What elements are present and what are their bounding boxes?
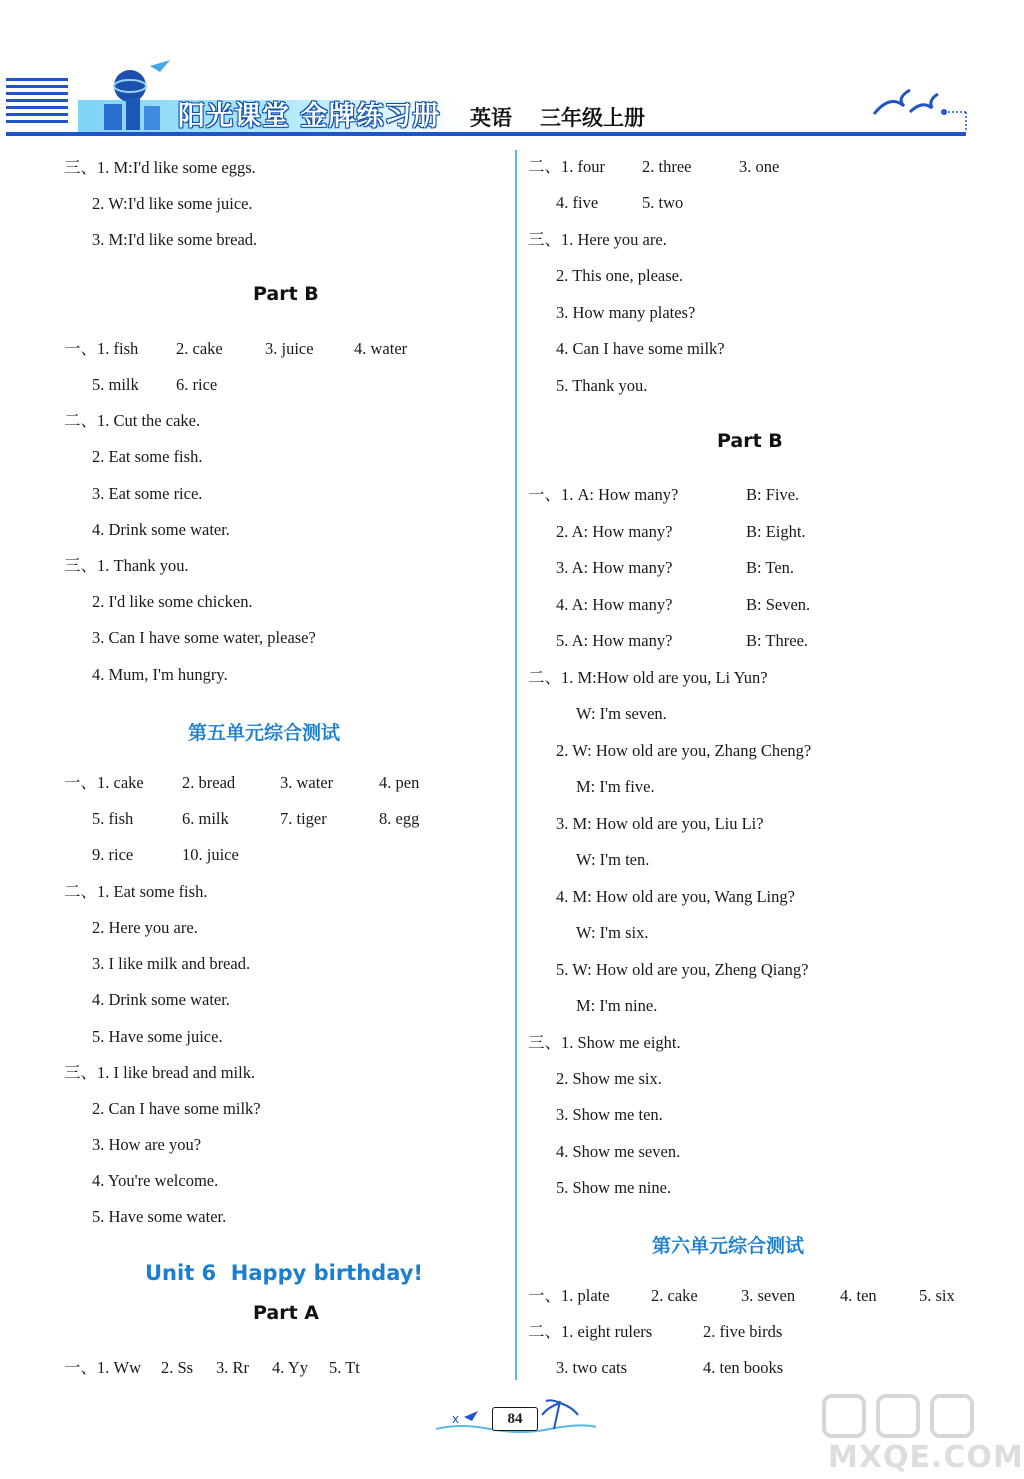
answer-line: 5. two xyxy=(642,193,684,212)
answer-line: 4. water xyxy=(354,339,408,358)
answer-line: 9. rice xyxy=(92,845,134,864)
answer-line: 4. Show me seven. xyxy=(556,1142,681,1161)
unit5-test-heading: 第五单元综合测试 xyxy=(188,722,341,744)
answer-line: 5. Thank you. xyxy=(556,376,648,395)
answer-line: 5. W: How old are you, Zheng Qiang? xyxy=(556,960,809,979)
answer-line: 3. Eat some rice. xyxy=(92,484,203,503)
answer-line: 三、1. M:I'd like some eggs. xyxy=(64,158,256,177)
answer-line: 3. How many plates? xyxy=(556,303,696,322)
answer-line: W: I'm seven. xyxy=(576,704,667,723)
part-b-heading: Part B xyxy=(253,283,319,305)
answer-line: 3. Show me ten. xyxy=(556,1105,663,1124)
svg-text:x: x xyxy=(452,1412,460,1426)
answer-line: 5. Show me nine. xyxy=(556,1178,672,1197)
page-footer xyxy=(430,1395,600,1435)
answer-line: 2. W:I'd like some juice. xyxy=(92,194,253,213)
answer-line: 5. A: How many? xyxy=(556,631,673,650)
answer-line: 2. Ss xyxy=(161,1358,194,1377)
answer-line: 6. milk xyxy=(182,809,229,828)
answer-line: 3. seven xyxy=(741,1286,796,1305)
answer-line: 5. Have some juice. xyxy=(92,1027,223,1046)
answer-line: 一、1. plate xyxy=(528,1286,610,1305)
answer-line: 4. ten xyxy=(840,1286,877,1305)
answer-line: 5. six xyxy=(919,1286,955,1305)
grade-label: 三年级上册 xyxy=(540,106,645,130)
answer-line: 2. five birds xyxy=(703,1322,783,1341)
answer-line: 3. Can I have some water, please? xyxy=(92,628,316,647)
answer-line: 2. This one, please. xyxy=(556,266,684,285)
answer-line: 4. M: How old are you, Wang Ling? xyxy=(556,887,795,906)
answer-line: 10. juice xyxy=(182,845,239,864)
answer-line: 6. rice xyxy=(176,375,218,394)
answer-line: B: Ten. xyxy=(746,558,795,577)
answer-line: 5. fish xyxy=(92,809,134,828)
answer-line: 二、1. Cut the cake. xyxy=(64,411,201,430)
answer-line: 二、1. M:How old are you, Li Yun? xyxy=(528,668,768,687)
answer-line: 2. Can I have some milk? xyxy=(92,1099,261,1118)
answer-line: 一、1. cake xyxy=(64,773,144,792)
dots-ornament-icon xyxy=(940,108,968,132)
answer-line: 2. Show me six. xyxy=(556,1069,662,1088)
page-number: 84 xyxy=(492,1407,538,1431)
answer-line: 5. Have some water. xyxy=(92,1207,227,1226)
answer-line: B: Three. xyxy=(746,631,809,650)
globe-icon xyxy=(96,60,176,132)
answer-line: 3. A: How many? xyxy=(556,558,673,577)
watermark-text: MXQE.COM xyxy=(828,1440,1024,1475)
answer-line: 4. ten books xyxy=(703,1358,784,1377)
answer-line: 2. bread xyxy=(182,773,236,792)
answer-line: 2. cake xyxy=(176,339,223,358)
answer-line: 2. Eat some fish. xyxy=(92,447,203,466)
answer-line: 一、1. A: How many? xyxy=(528,485,679,504)
subject-label: 英语 xyxy=(470,106,512,130)
watermark-logo-icon xyxy=(820,1390,980,1440)
answer-line: 4. five xyxy=(556,193,599,212)
page-header xyxy=(0,60,1000,140)
watermark xyxy=(800,1390,1024,1475)
answer-line: 4. Drink some water. xyxy=(92,520,230,539)
unit6-test-heading: 第六单元综合测试 xyxy=(652,1235,805,1257)
answer-line: 二、1. eight rulers xyxy=(528,1322,653,1341)
answer-line: 2. W: How old are you, Zhang Cheng? xyxy=(556,741,812,760)
series-title: 阳光课堂 金牌练习册 xyxy=(178,101,441,132)
answer-line: B: Five. xyxy=(746,485,800,504)
answer-line: 二、1. Eat some fish. xyxy=(64,882,208,901)
answer-line: 3. two cats xyxy=(556,1358,628,1377)
answer-line: M: I'm five. xyxy=(576,777,655,796)
unit6-title: Unit 6 Happy birthday! xyxy=(145,1261,423,1285)
answer-line: 4. Can I have some milk? xyxy=(556,339,725,358)
answer-line: 5. milk xyxy=(92,375,139,394)
column-divider xyxy=(515,150,517,1380)
answer-line: 三、1. Thank you. xyxy=(64,556,189,575)
answer-line: 二、1. four xyxy=(528,157,605,176)
answer-line: 三、1. I like bread and milk. xyxy=(64,1063,256,1082)
answer-line: 一、1. Ww xyxy=(64,1358,141,1377)
answer-line: B: Eight. xyxy=(746,522,806,541)
answer-line: 3. I like milk and bread. xyxy=(92,954,251,973)
answer-line: M: I'm nine. xyxy=(576,996,658,1015)
answer-line: 4. pen xyxy=(379,773,420,792)
answer-line: 3. one xyxy=(739,157,780,176)
answer-line: 3. Rr xyxy=(216,1358,249,1377)
answer-line: 3. juice xyxy=(265,339,314,358)
answer-line: 4. You're welcome. xyxy=(92,1171,219,1190)
header-rule xyxy=(6,132,966,136)
answer-line: 三、1. Show me eight. xyxy=(528,1033,681,1052)
answer-line: W: I'm ten. xyxy=(576,850,650,869)
answer-line: 一、1. fish xyxy=(64,339,139,358)
answer-line: 3. How are you? xyxy=(92,1135,202,1154)
answer-line: 2. I'd like some chicken. xyxy=(92,592,253,611)
answer-line: 2. A: How many? xyxy=(556,522,673,541)
answer-line: 2. Here you are. xyxy=(92,918,198,937)
answer-line: 3. M:I'd like some bread. xyxy=(92,230,258,249)
answer-line: 三、1. Here you are. xyxy=(528,230,667,249)
answer-line: 5. Tt xyxy=(329,1358,360,1377)
part-a-heading: Part A xyxy=(253,1302,320,1324)
answer-line: 7. tiger xyxy=(280,809,327,828)
answer-line: W: I'm six. xyxy=(576,923,649,942)
header-stripes xyxy=(6,78,68,134)
answer-line: 4. Mum, I'm hungry. xyxy=(92,665,228,684)
answer-line: 4. Drink some water. xyxy=(92,990,230,1009)
answer-line: B: Seven. xyxy=(746,595,811,614)
answer-line: 4. Yy xyxy=(272,1358,309,1377)
answer-line: 2. three xyxy=(642,157,692,176)
answer-line: 3. M: How old are you, Liu Li? xyxy=(556,814,764,833)
answer-line: 8. egg xyxy=(379,809,420,828)
answer-line: 2. cake xyxy=(651,1286,698,1305)
answer-line: 4. A: How many? xyxy=(556,595,673,614)
part-b-heading: Part B xyxy=(717,430,783,452)
answer-line: 3. water xyxy=(280,773,334,792)
